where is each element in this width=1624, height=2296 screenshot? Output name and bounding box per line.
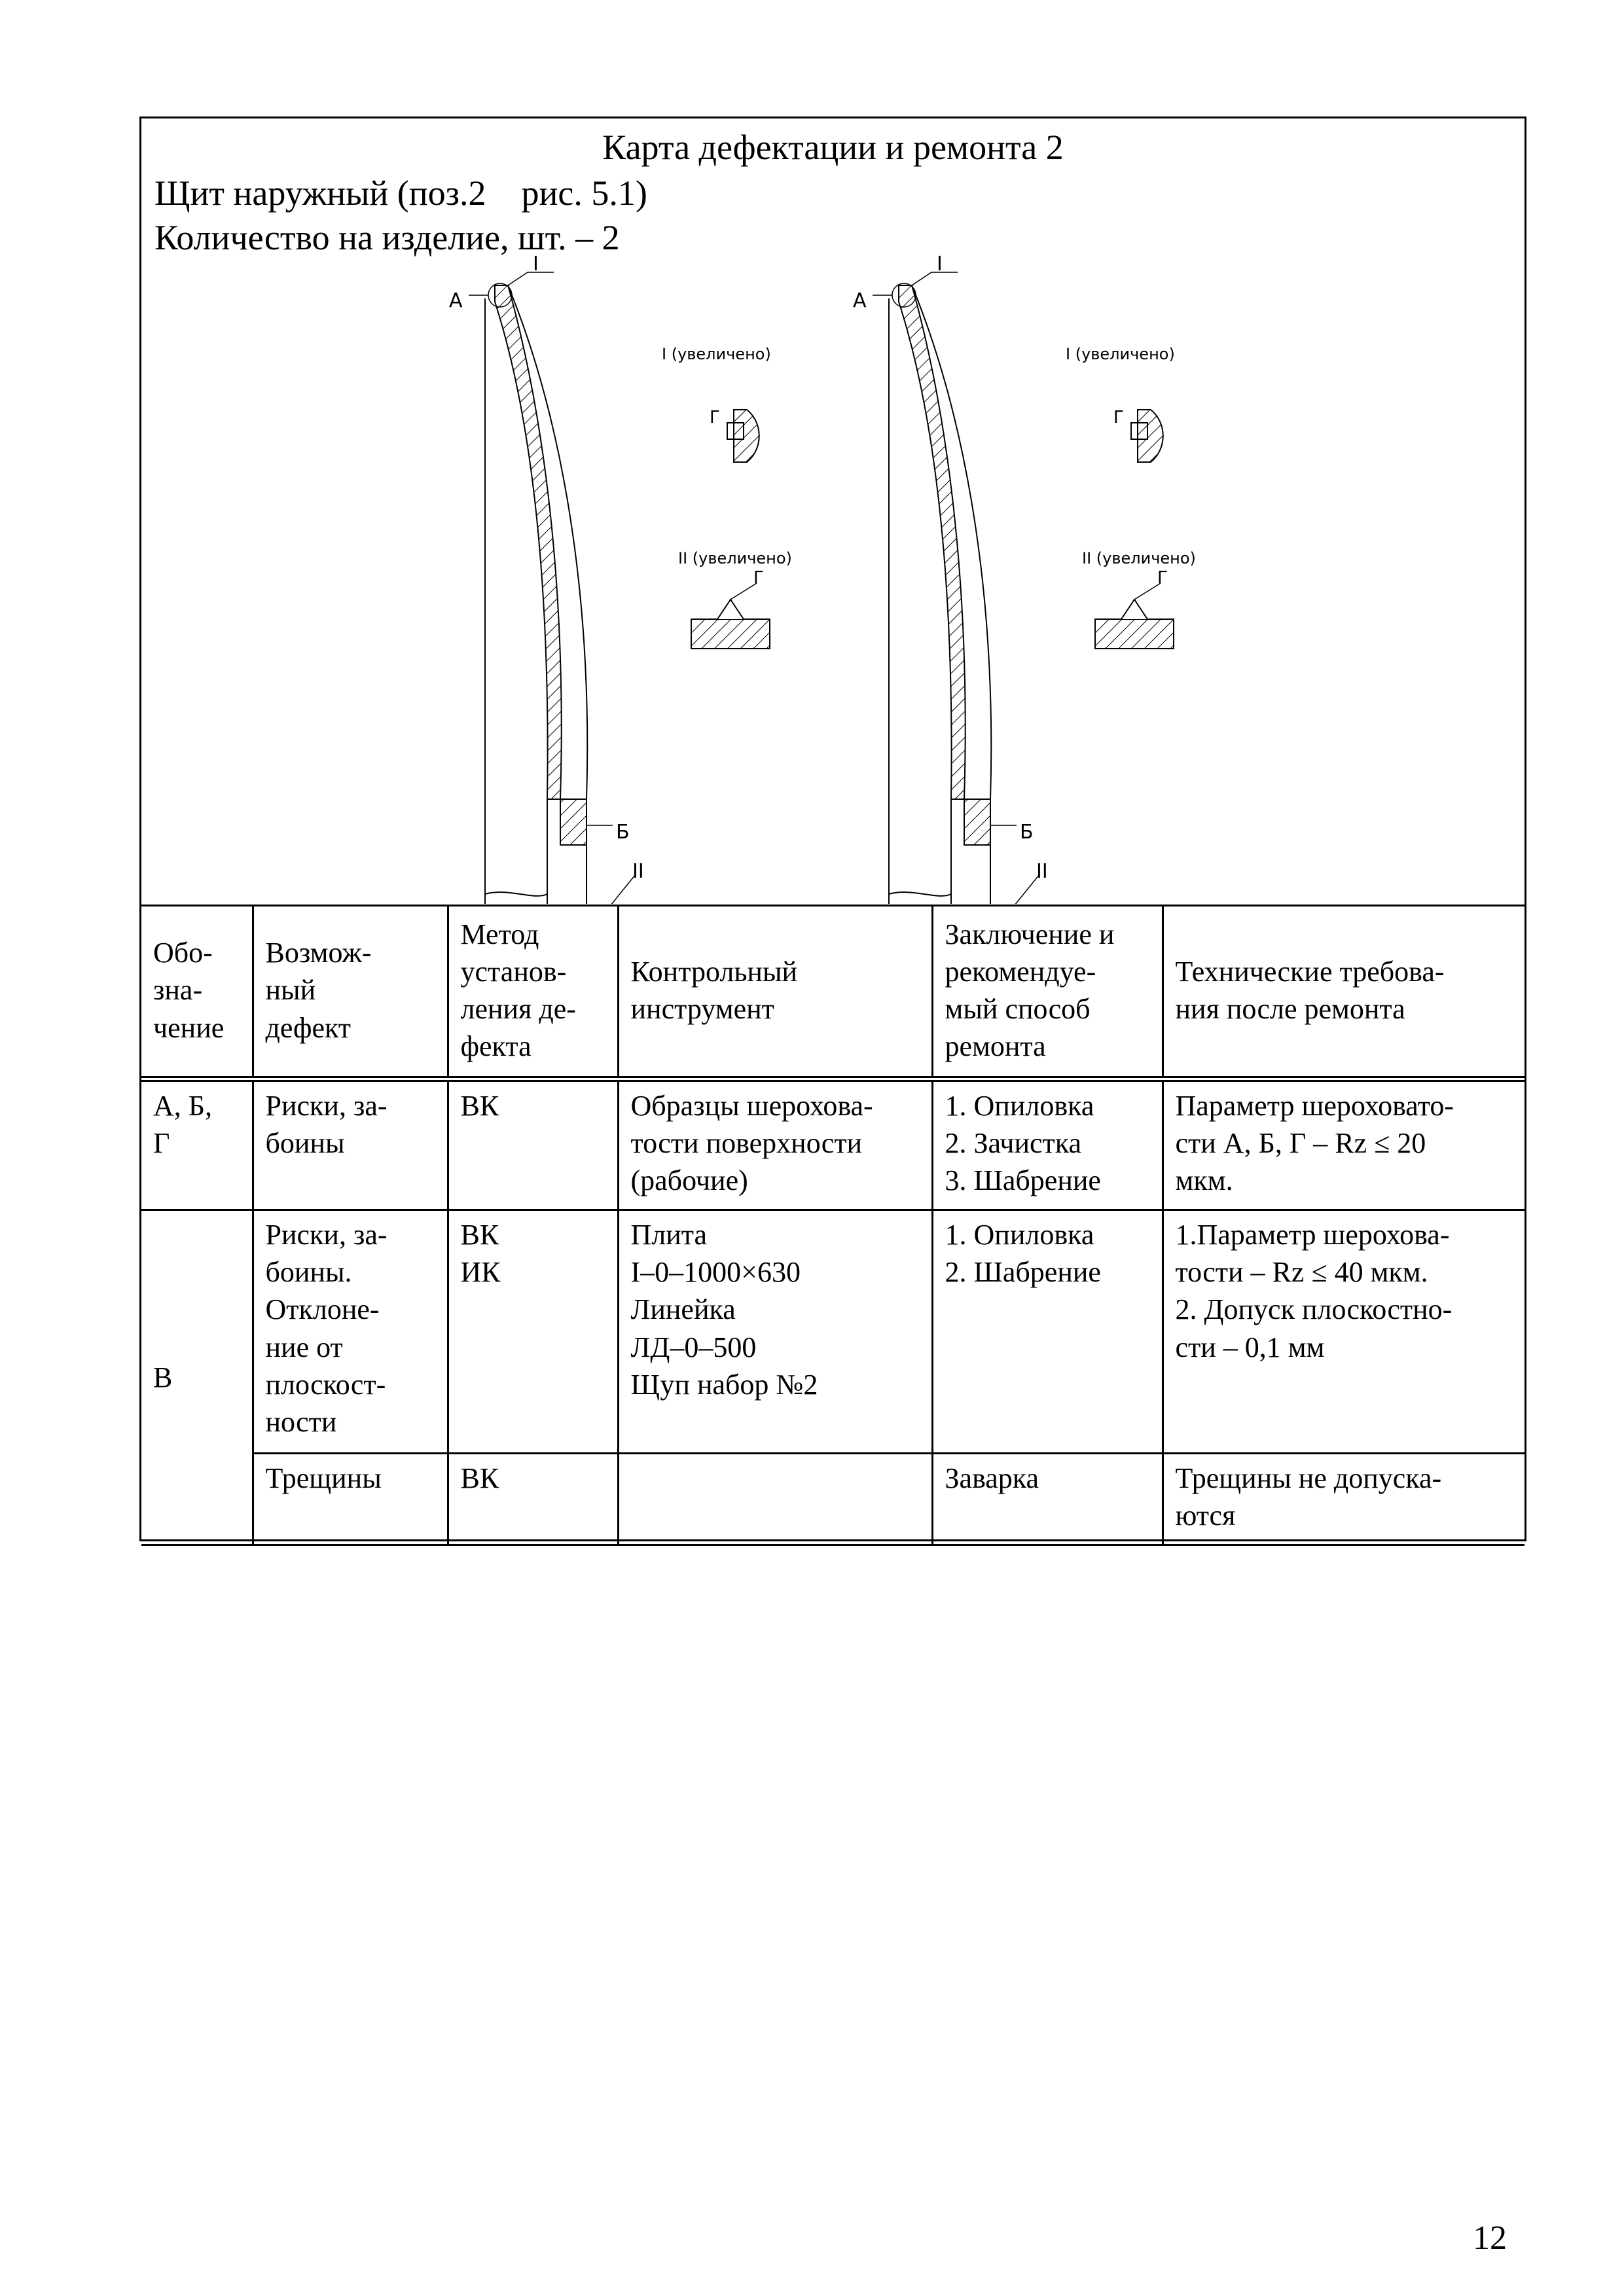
table-header-row bbox=[141, 905, 1525, 1079]
cell-repair: 1. Опиловка 2. Шабрение bbox=[932, 1210, 1163, 1454]
cell-defect: Трещины bbox=[253, 1454, 448, 1545]
header-requirements: Технические требова- ния после ремонта bbox=[1163, 905, 1525, 1079]
cell-defect: Риски, за- боины. Отклоне- ние от плоскост- ности bbox=[253, 1210, 448, 1454]
cell-method: ВК ИК bbox=[448, 1210, 618, 1454]
detail-I-label-G: Г bbox=[1113, 408, 1124, 427]
label-A: А bbox=[449, 289, 463, 312]
header-repair: Заключение и рекомендуе- мый способ ремонта bbox=[932, 905, 1163, 1079]
detail-I-caption: I (увеличено) bbox=[662, 345, 771, 363]
cell-method: ВК bbox=[448, 1454, 618, 1545]
header-defect: Возмож- ный дефект bbox=[253, 905, 448, 1079]
detail-II-caption: II (увеличено) bbox=[1082, 549, 1196, 567]
card-header bbox=[141, 118, 1525, 906]
label-II: II bbox=[632, 860, 644, 883]
label-I: I bbox=[937, 253, 943, 276]
table-row bbox=[141, 1079, 1525, 1210]
detail-I-label-G: Г bbox=[710, 408, 720, 427]
defect-card bbox=[139, 117, 1526, 1541]
cell-instrument: Плита I–0–1000×630 Линейка ЛД–0–500 Щуп набор №2 bbox=[618, 1210, 932, 1454]
detail-I-caption: I (увеличено) bbox=[1066, 345, 1175, 363]
cell-defect: Риски, за- боины bbox=[253, 1079, 448, 1210]
drawing-view-right bbox=[853, 253, 1196, 904]
cell-repair: Заварка bbox=[932, 1454, 1163, 1545]
cell-requirements: Параметр шероховато- сти А, Б, Г – Rz ≤ 20 мкм. bbox=[1163, 1079, 1525, 1210]
header-method: Метод установ- ления де- фекта bbox=[448, 905, 618, 1079]
label-A: А bbox=[853, 289, 867, 312]
card-title: Карта дефектации и ремонта 2 bbox=[602, 128, 1064, 167]
header-designation: Обо- зна- чение bbox=[141, 905, 253, 1079]
header-instrument: Контрольный инструмент bbox=[618, 905, 932, 1079]
label-I: I bbox=[533, 253, 539, 276]
table-row bbox=[141, 1454, 1525, 1545]
table-row bbox=[141, 1210, 1525, 1454]
technical-drawing bbox=[141, 249, 1525, 904]
cell-requirements: 1.Параметр шерохова- тости – Rz ≤ 40 мкм. 2. Допуск плоскостно- сти – 0,1 мм bbox=[1163, 1210, 1525, 1454]
part-name: Щит наружный (поз.2 рис. 5.1) bbox=[154, 173, 647, 213]
detail-II-caption: II (увеличено) bbox=[678, 549, 792, 567]
label-B: Б bbox=[1020, 821, 1034, 844]
detail-II-label-G: Г bbox=[753, 568, 764, 588]
detail-II-label-G: Г bbox=[1157, 568, 1168, 588]
shield-section bbox=[495, 285, 562, 799]
page-number: 12 bbox=[1473, 2219, 1507, 2257]
cell-repair: 1. Опиловка 2. Зачистка 3. Шабрение bbox=[932, 1079, 1163, 1210]
defects-table bbox=[141, 905, 1525, 1546]
cell-method: ВК bbox=[448, 1079, 618, 1210]
cell-instrument bbox=[618, 1454, 932, 1545]
cell-requirements: Трещины не допуска- ются bbox=[1163, 1454, 1525, 1545]
cell-instrument: Образцы шерохова- тости поверхности (рабочие) bbox=[618, 1079, 932, 1210]
cell-designation: В bbox=[141, 1210, 253, 1545]
quantity-line: Количество на изделие, шт. – 2 bbox=[154, 218, 620, 257]
drawing-view-left bbox=[449, 253, 792, 904]
label-II: II bbox=[1036, 860, 1048, 883]
label-B: Б bbox=[616, 821, 630, 844]
cell-designation: А, Б, Г bbox=[141, 1079, 253, 1210]
